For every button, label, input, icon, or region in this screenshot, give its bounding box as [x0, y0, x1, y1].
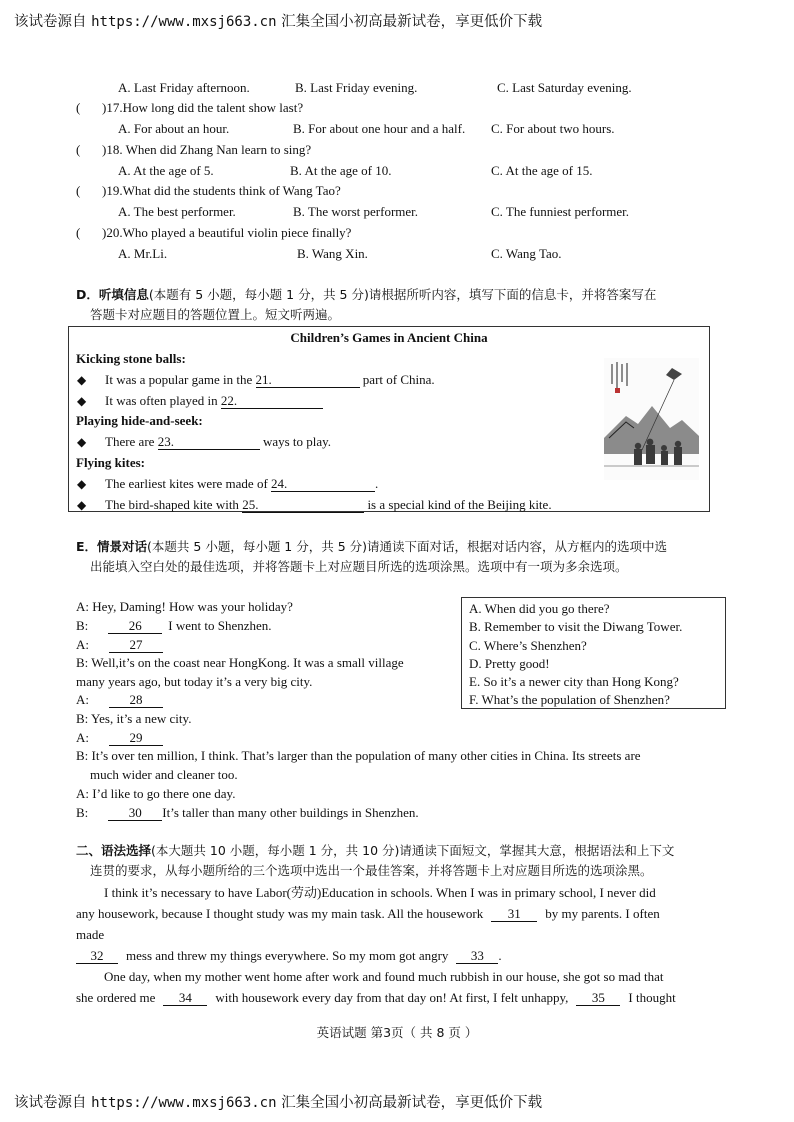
option-item: B. Remember to visit the Diwang Tower. — [469, 619, 683, 634]
question-text: 20.Who played a beautiful violin piece finally? — [106, 225, 352, 240]
card-line-21: It was a popular game in the 21. part of China. — [105, 372, 435, 387]
answer-paren-close: ) — [102, 225, 107, 240]
card-line-24: The earliest kites were made of 24. . — [105, 476, 379, 491]
blank-26[interactable]: 26 — [108, 619, 162, 634]
dialogue-line: B: Yes, it’s a new city. — [76, 711, 192, 726]
passage-line: she ordered me 34 with housework every day from that day on! At first, I felt unhappy, 35 I thought — [76, 990, 676, 1005]
section-d-instruction-2: 答题卡对应题目的答题位置上。短文听两遍。 — [90, 307, 341, 322]
source-banner-top — [14, 13, 542, 32]
option-item: F. What’s the population of Shenzhen? — [469, 692, 670, 707]
banner-prefix: 该试卷源自 — [14, 14, 87, 30]
source-banner-bottom — [14, 1094, 542, 1113]
option-item: A. When did you go there? — [469, 601, 610, 616]
option-c: C. For about two hours. — [491, 121, 615, 136]
q16-option-c: C. Last Saturday evening. — [497, 80, 632, 95]
bullet-diamond: ◆ — [77, 477, 87, 491]
question-stem — [102, 100, 303, 116]
section-2-instruction-2: 连贯的要求，从每小题所给的三个选项中选出一个最佳答案，并将答题卡上对应题目所选的选项涂黑。 — [90, 863, 653, 878]
bullet-diamond: ◆ — [77, 498, 87, 512]
passage-line: made — [76, 927, 105, 942]
options-box — [461, 597, 726, 709]
passage-line: I think it’s necessary to have Labor(劳动)Education in schools. When I was in primary school, I never did — [104, 885, 656, 900]
question-stem — [102, 225, 351, 241]
card-line-23: There are 23. ways to play. — [105, 434, 332, 449]
banner-prefix: 该试卷源自 — [14, 1095, 87, 1111]
heading-flying-kites: Flying kites: — [76, 455, 145, 470]
dialogue-line: A: Hey, Daming! How was your holiday? — [76, 599, 293, 614]
q16-option-b: B. Last Friday evening. — [295, 80, 418, 95]
answer-paren-open: ( — [76, 225, 81, 240]
question-text: 18. When did Zhang Nan learn to sing? — [106, 142, 312, 157]
dialogue-line: A: I’d like to go there one day. — [76, 786, 236, 801]
answer-paren-close: ) — [102, 183, 107, 198]
bullet-diamond: ◆ — [77, 394, 87, 408]
kite-flying-illustration — [604, 358, 699, 480]
option-item: E. So it’s a newer city than Hong Kong? — [469, 674, 679, 689]
answer-paren-open: ( — [76, 142, 81, 157]
dialogue-line: B: It’s over ten million, I think. That’s larger than the population of many other cities in China. Its streets are — [76, 748, 641, 763]
banner-suffix: 汇集全国小初高最新试卷，享更低价下载 — [281, 1095, 543, 1111]
blank-28[interactable]: 28 — [109, 693, 163, 708]
passage-line: any housework, because I thought study was my main task. All the housework 31 by my parents. I often — [76, 906, 660, 921]
blank-29[interactable]: 29 — [109, 731, 163, 746]
heading-kicking-stone-balls: Kicking stone balls: — [76, 351, 186, 366]
question-stem — [102, 183, 341, 199]
option-c: C. Wang Tao. — [491, 246, 562, 261]
section-2-instruction-1: (本大题共 10 小题，每小题 1 分，共 10 分)请通读下面短文，掌握其大意，根据语法和上下文 — [151, 843, 675, 858]
option-c: C. The funniest performer. — [491, 204, 630, 219]
bullet-diamond: ◆ — [77, 373, 87, 387]
option-item: C. Where’s Shenzhen? — [469, 638, 587, 653]
section-2-label: 二、语法选择 — [76, 843, 152, 858]
info-card-title: Children’s Games in Ancient China — [290, 330, 488, 345]
dialogue-line: B: 30 It’s taller than many other buildings in Shenzhen. — [76, 805, 419, 820]
blank-21[interactable]: 21. — [256, 373, 360, 388]
blank-32[interactable]: 32 — [76, 949, 118, 964]
answer-paren-close: ) — [102, 100, 107, 115]
banner-url[interactable]: https://www.mxsj663.cn — [91, 14, 277, 30]
dialogue-line: A: 28 — [76, 692, 163, 708]
blank-33[interactable]: 33 — [456, 949, 498, 964]
passage-line: 32 mess and threw my things everywhere. So my mom got angry 33 . — [76, 948, 502, 964]
dialogue-line: many years ago, but today it’s a very big city. — [76, 674, 313, 689]
blank-27[interactable]: 27 — [109, 638, 163, 653]
answer-paren-open: ( — [76, 100, 81, 115]
option-a: A. At the age of 5. — [118, 163, 214, 178]
answer-paren-close: ) — [102, 142, 107, 157]
dialogue-line: A: 29 — [76, 730, 163, 746]
passage-line: One day, when my mother went home after work and found much rubbish in our house, she got so mad that — [104, 969, 664, 984]
card-line-22: It was often played in 22. — [105, 393, 323, 409]
q16-option-a: A. Last Friday afternoon. — [118, 80, 250, 95]
banner-url[interactable]: https://www.mxsj663.cn — [91, 1095, 277, 1111]
blank-30[interactable]: 30 — [108, 806, 162, 821]
blank-22[interactable]: 22. — [221, 394, 323, 409]
blank-31[interactable]: 31 — [491, 907, 537, 922]
blank-24[interactable]: 24. — [271, 477, 375, 492]
answer-paren-open: ( — [76, 183, 81, 198]
question-text: 17.How long did the talent show last? — [106, 100, 304, 115]
section-e-instruction-1: (本题共 5 小题，每小题 1 分，共 5 分)请通读下面对话，根据对话内容，从方框内的选项中选 — [147, 539, 668, 554]
section-e-instruction-2: 出能填入空白处的最佳选项，并将答题卡上对应题目所选的选项涂黑。选项中有一项为多余选项。 — [90, 559, 628, 574]
option-item: D. Pretty good! — [469, 656, 550, 671]
option-c: C. At the age of 15. — [491, 163, 593, 178]
dialogue-line: B: 26 I went to Shenzhen. — [76, 618, 272, 633]
blank-35[interactable]: 35 — [576, 991, 620, 1006]
question-text: 19.What did the students think of Wang Tao? — [106, 183, 341, 198]
option-b: B. At the age of 10. — [290, 163, 392, 178]
section-d-label: D．听填信息 — [76, 287, 149, 302]
question-stem — [102, 142, 311, 158]
heading-hide-and-seek: Playing hide-and-seek: — [76, 413, 203, 428]
blank-34[interactable]: 34 — [163, 991, 207, 1006]
blank-25[interactable]: 25. — [242, 498, 364, 513]
option-b: B. For about one hour and a half. — [293, 121, 466, 136]
banner-suffix: 汇集全国小初高最新试卷，享更低价下载 — [281, 14, 543, 30]
option-a: A. For about an hour. — [118, 121, 230, 136]
blank-23[interactable]: 23. — [158, 435, 260, 450]
card-line-25: The bird-shaped kite with 25. is a special kind of the Beijing kite. — [105, 497, 552, 512]
section-d-instruction-1: (本题有 5 小题，每小题 1 分，共 5 分)请根据所听内容，填写下面的信息卡，并将答案写在 — [148, 287, 657, 302]
option-a: A. Mr.Li. — [118, 246, 168, 261]
dialogue-line: A: 27 — [76, 637, 163, 653]
dialogue-line: much wider and cleaner too. — [90, 767, 238, 782]
bullet-diamond: ◆ — [77, 435, 87, 449]
option-b: B. Wang Xin. — [297, 246, 368, 261]
dialogue-line: B: Well,it’s on the coast near HongKong. It was a small village — [76, 655, 404, 670]
option-a: A. The best performer. — [118, 204, 236, 219]
option-b: B. The worst performer. — [293, 204, 419, 219]
section-e-label: E．情景对话 — [76, 539, 148, 554]
page-footer: 英语试题 第3页（ 共 8 页 ） — [316, 1025, 478, 1040]
